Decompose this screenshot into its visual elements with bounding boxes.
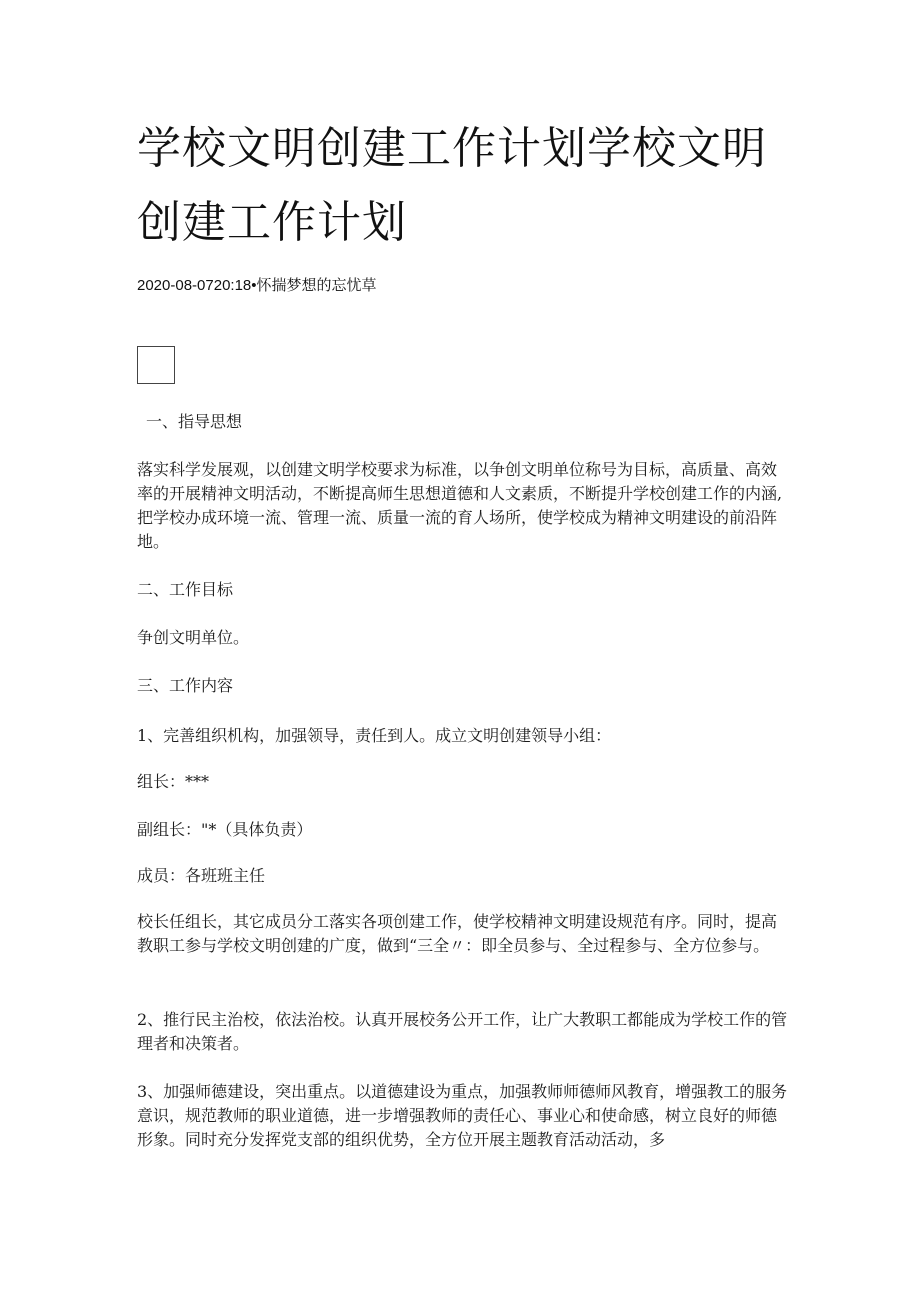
section-heading-work-goal: 二、工作目标 [137, 580, 234, 599]
document-meta: 2020-08-0720:18•怀揣梦想的忘忧草 [137, 277, 377, 294]
section-heading-guiding-ideology: 一、指导思想 [146, 412, 243, 431]
paragraph-teacher-ethics: 3、加强师德建设，突出重点。以道德建设为重点，加强教师师德师风教育，增强教工的服务意识，规范教师的职业道德，进一步增强教师的责任心、事业心和使命感，树立良好的师德形象。同时充分发挥党支部的组织优势，全方位开展主题教育活动活动，多 [137, 1082, 788, 1149]
document-title: 学校文明创建工作计划学校文明创建工作计划 [137, 123, 767, 248]
paragraph-guiding-ideology: 落实科学发展观，以创建文明学校要求为标准，以争创文明单位称号为目标，高质量、高效率的开展精神文明活动，不断提高师生思想道德和人文素质，不断提升学校创建工作的内涵,把学校办成环境一流、管理一流、质量一流的育人场所，使学校成为精神文明建设的前沿阵地。 [137, 460, 783, 551]
paragraph-democratic-management: 2、推行民主治校，依法治校。认真开展校务公开工作，让广大教职工都能成为学校工作的管理者和决策者。 [137, 1010, 788, 1053]
section-heading-work-content: 三、工作内容 [137, 676, 234, 695]
paragraph-principal-role: 校长任组长，其它成员分工落实各项创建工作，使学校精神文明建设规范有序。同时，提高教职工参与学校文明创建的广度，做到“三全〃：即全员参与、全过程参与、全方位参与。 [137, 912, 778, 955]
image-placeholder-icon [137, 346, 175, 384]
paragraph-group-leader: 组长：*** [137, 772, 210, 791]
paragraph-members: 成员：各班班主任 [137, 866, 266, 885]
paragraph-deputy-leader: 副组长："*（具体负责） [137, 820, 313, 839]
paragraph-organization: 1、完善组织机构，加强领导，责任到人。成立文明创建领导小组： [137, 726, 612, 745]
paragraph-work-goal: 争创文明单位。 [137, 628, 250, 647]
